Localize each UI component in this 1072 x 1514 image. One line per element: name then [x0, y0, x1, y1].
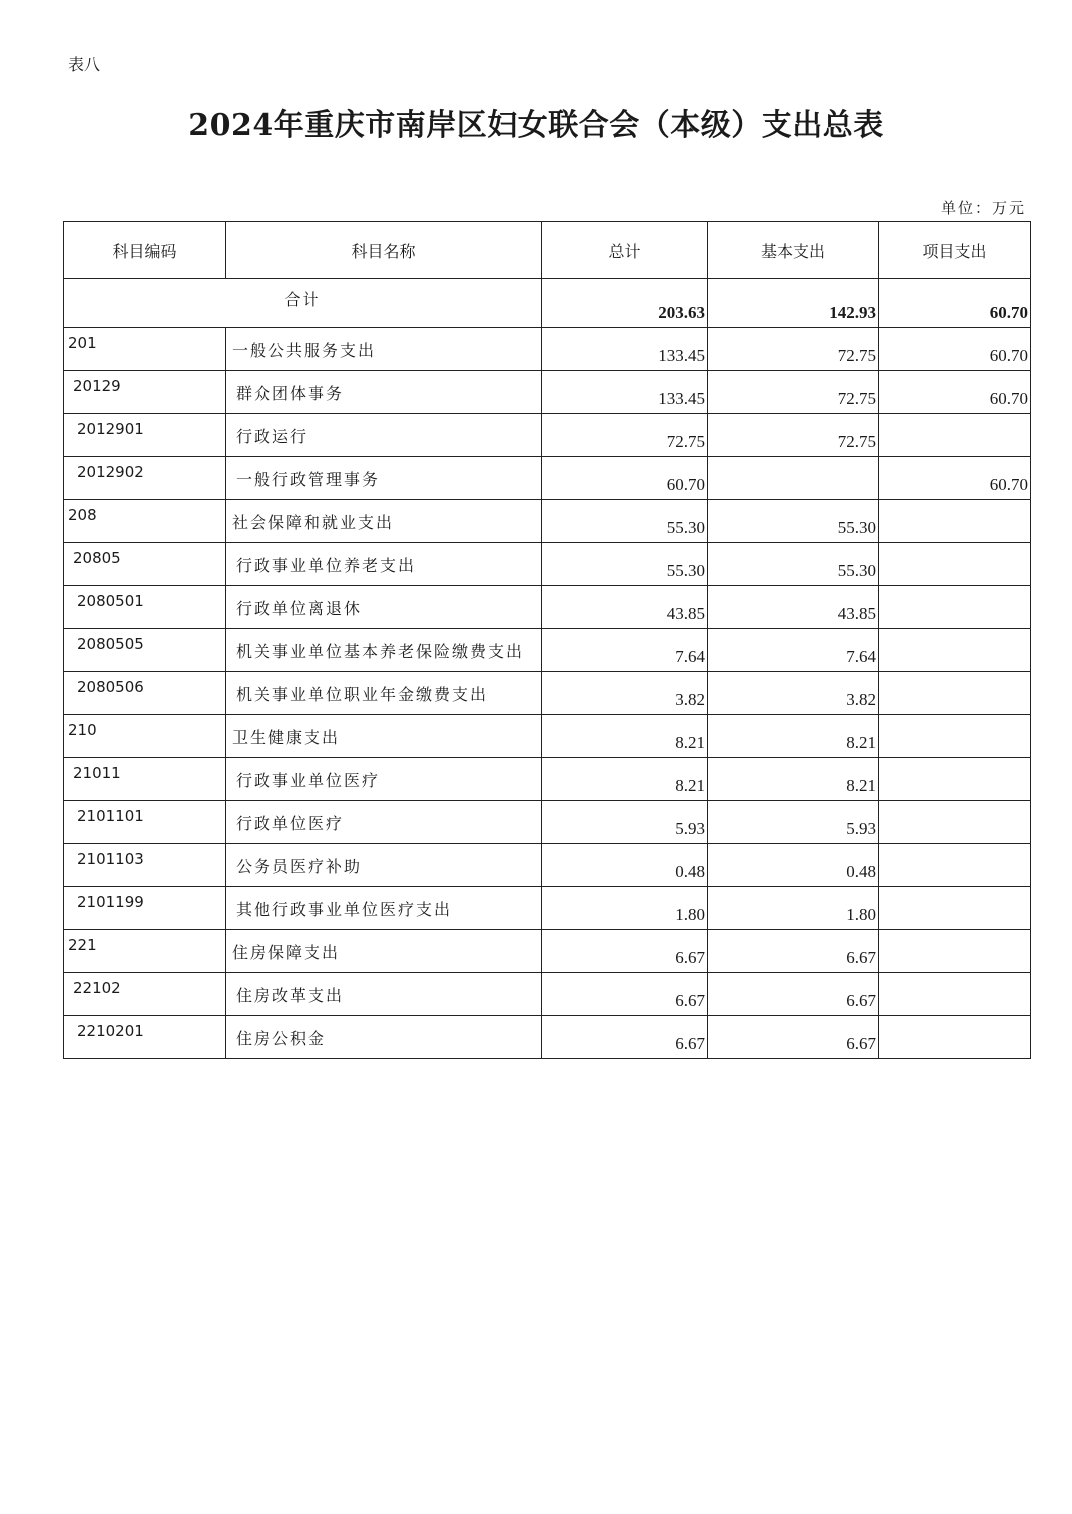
row-total: 133.45: [542, 371, 708, 414]
header-code: 科目编码: [64, 222, 226, 279]
row-name: 其他行政事业单位医疗支出: [226, 887, 542, 930]
table-row: [64, 586, 1031, 629]
row-basic: 1.80: [708, 887, 879, 930]
row-code: 208: [64, 500, 226, 543]
row-basic: 43.85: [708, 586, 879, 629]
row-code: 2080505: [64, 629, 226, 672]
row-project: [879, 629, 1031, 672]
row-basic: 55.30: [708, 500, 879, 543]
row-name: 行政单位离退休: [226, 586, 542, 629]
row-basic: 6.67: [708, 1016, 879, 1059]
row-name: 卫生健康支出: [226, 715, 542, 758]
row-total: 6.67: [542, 973, 708, 1016]
row-project: [879, 543, 1031, 586]
row-project: [879, 500, 1031, 543]
row-project: [879, 887, 1031, 930]
table-row: [64, 973, 1031, 1016]
row-project: 60.70: [879, 371, 1031, 414]
row-total: 55.30: [542, 500, 708, 543]
row-basic: 8.21: [708, 758, 879, 801]
row-name: 住房保障支出: [226, 930, 542, 973]
table-row: [64, 887, 1031, 930]
total-project: 60.70: [879, 279, 1031, 328]
row-project: [879, 715, 1031, 758]
row-project: [879, 844, 1031, 887]
row-project: [879, 801, 1031, 844]
total-row: [64, 279, 1031, 328]
row-code: 22102: [64, 973, 226, 1016]
row-project: 60.70: [879, 457, 1031, 500]
row-name: 行政运行: [226, 414, 542, 457]
table-row: [64, 1016, 1031, 1059]
row-code: 2210201: [64, 1016, 226, 1059]
row-basic: 5.93: [708, 801, 879, 844]
row-total: 1.80: [542, 887, 708, 930]
row-name: 群众团体事务: [226, 371, 542, 414]
header-basic: 基本支出: [708, 222, 879, 279]
row-name: 一般公共服务支出: [226, 328, 542, 371]
row-project: [879, 1016, 1031, 1059]
row-project: [879, 973, 1031, 1016]
row-basic: 72.75: [708, 371, 879, 414]
row-basic: 0.48: [708, 844, 879, 887]
row-project: [879, 758, 1031, 801]
row-name: 一般行政管理事务: [226, 457, 542, 500]
row-basic: 72.75: [708, 328, 879, 371]
row-name: 社会保障和就业支出: [226, 500, 542, 543]
row-total: 8.21: [542, 715, 708, 758]
table-row: [64, 758, 1031, 801]
row-name: 行政事业单位医疗: [226, 758, 542, 801]
row-name: 行政事业单位养老支出: [226, 543, 542, 586]
row-basic: 6.67: [708, 930, 879, 973]
unit-label: 单位：万元: [940, 199, 1026, 217]
table-row: [64, 457, 1031, 500]
header-project: 项目支出: [879, 222, 1031, 279]
row-code: 2101103: [64, 844, 226, 887]
row-code: 20805: [64, 543, 226, 586]
row-total: 6.67: [542, 930, 708, 973]
row-name: 机关事业单位职业年金缴费支出: [226, 672, 542, 715]
row-name: 住房改革支出: [226, 973, 542, 1016]
row-name: 机关事业单位基本养老保险缴费支出: [226, 629, 542, 672]
row-basic: 3.82: [708, 672, 879, 715]
table-row: [64, 500, 1031, 543]
row-basic: 55.30: [708, 543, 879, 586]
table-row: [64, 328, 1031, 371]
header-row: [64, 222, 1031, 279]
table-number: 表八: [68, 55, 101, 74]
table-row: [64, 543, 1031, 586]
row-name: 住房公积金: [226, 1016, 542, 1059]
total-basic: 142.93: [708, 279, 879, 328]
row-total: 6.67: [542, 1016, 708, 1059]
row-code: 2101199: [64, 887, 226, 930]
row-code: 2080501: [64, 586, 226, 629]
row-project: 60.70: [879, 328, 1031, 371]
row-code: 21011: [64, 758, 226, 801]
row-project: [879, 672, 1031, 715]
row-code: 201: [64, 328, 226, 371]
table-row: [64, 801, 1031, 844]
header-total: 总计: [542, 222, 708, 279]
row-code: 210: [64, 715, 226, 758]
row-total: 8.21: [542, 758, 708, 801]
row-basic: 8.21: [708, 715, 879, 758]
document-title: 2024年重庆市南岸区妇女联合会（本级）支出总表: [188, 108, 884, 143]
row-project: [879, 930, 1031, 973]
expenditure-table: [63, 221, 1031, 1059]
row-total: 7.64: [542, 629, 708, 672]
table-row: [64, 672, 1031, 715]
row-total: 55.30: [542, 543, 708, 586]
table-row: [64, 844, 1031, 887]
row-basic: 7.64: [708, 629, 879, 672]
header-name: 科目名称: [226, 222, 542, 279]
total-label: 合计: [64, 279, 542, 328]
row-total: 72.75: [542, 414, 708, 457]
table-row: [64, 371, 1031, 414]
row-code: 2012902: [64, 457, 226, 500]
row-code: 221: [64, 930, 226, 973]
row-project: [879, 586, 1031, 629]
row-total: 5.93: [542, 801, 708, 844]
row-code: 2101101: [64, 801, 226, 844]
row-total: 43.85: [542, 586, 708, 629]
row-code: 2012901: [64, 414, 226, 457]
row-total: 60.70: [542, 457, 708, 500]
table-row: [64, 414, 1031, 457]
row-code: 2080506: [64, 672, 226, 715]
table-row: [64, 930, 1031, 973]
row-basic: 6.67: [708, 973, 879, 1016]
total-total: 203.63: [542, 279, 708, 328]
row-basic: 72.75: [708, 414, 879, 457]
row-name: 行政单位医疗: [226, 801, 542, 844]
row-total: 133.45: [542, 328, 708, 371]
row-name: 公务员医疗补助: [226, 844, 542, 887]
row-total: 0.48: [542, 844, 708, 887]
table-row: [64, 629, 1031, 672]
row-code: 20129: [64, 371, 226, 414]
table-row: [64, 715, 1031, 758]
row-project: [879, 414, 1031, 457]
row-total: 3.82: [542, 672, 708, 715]
row-basic: [708, 457, 879, 500]
